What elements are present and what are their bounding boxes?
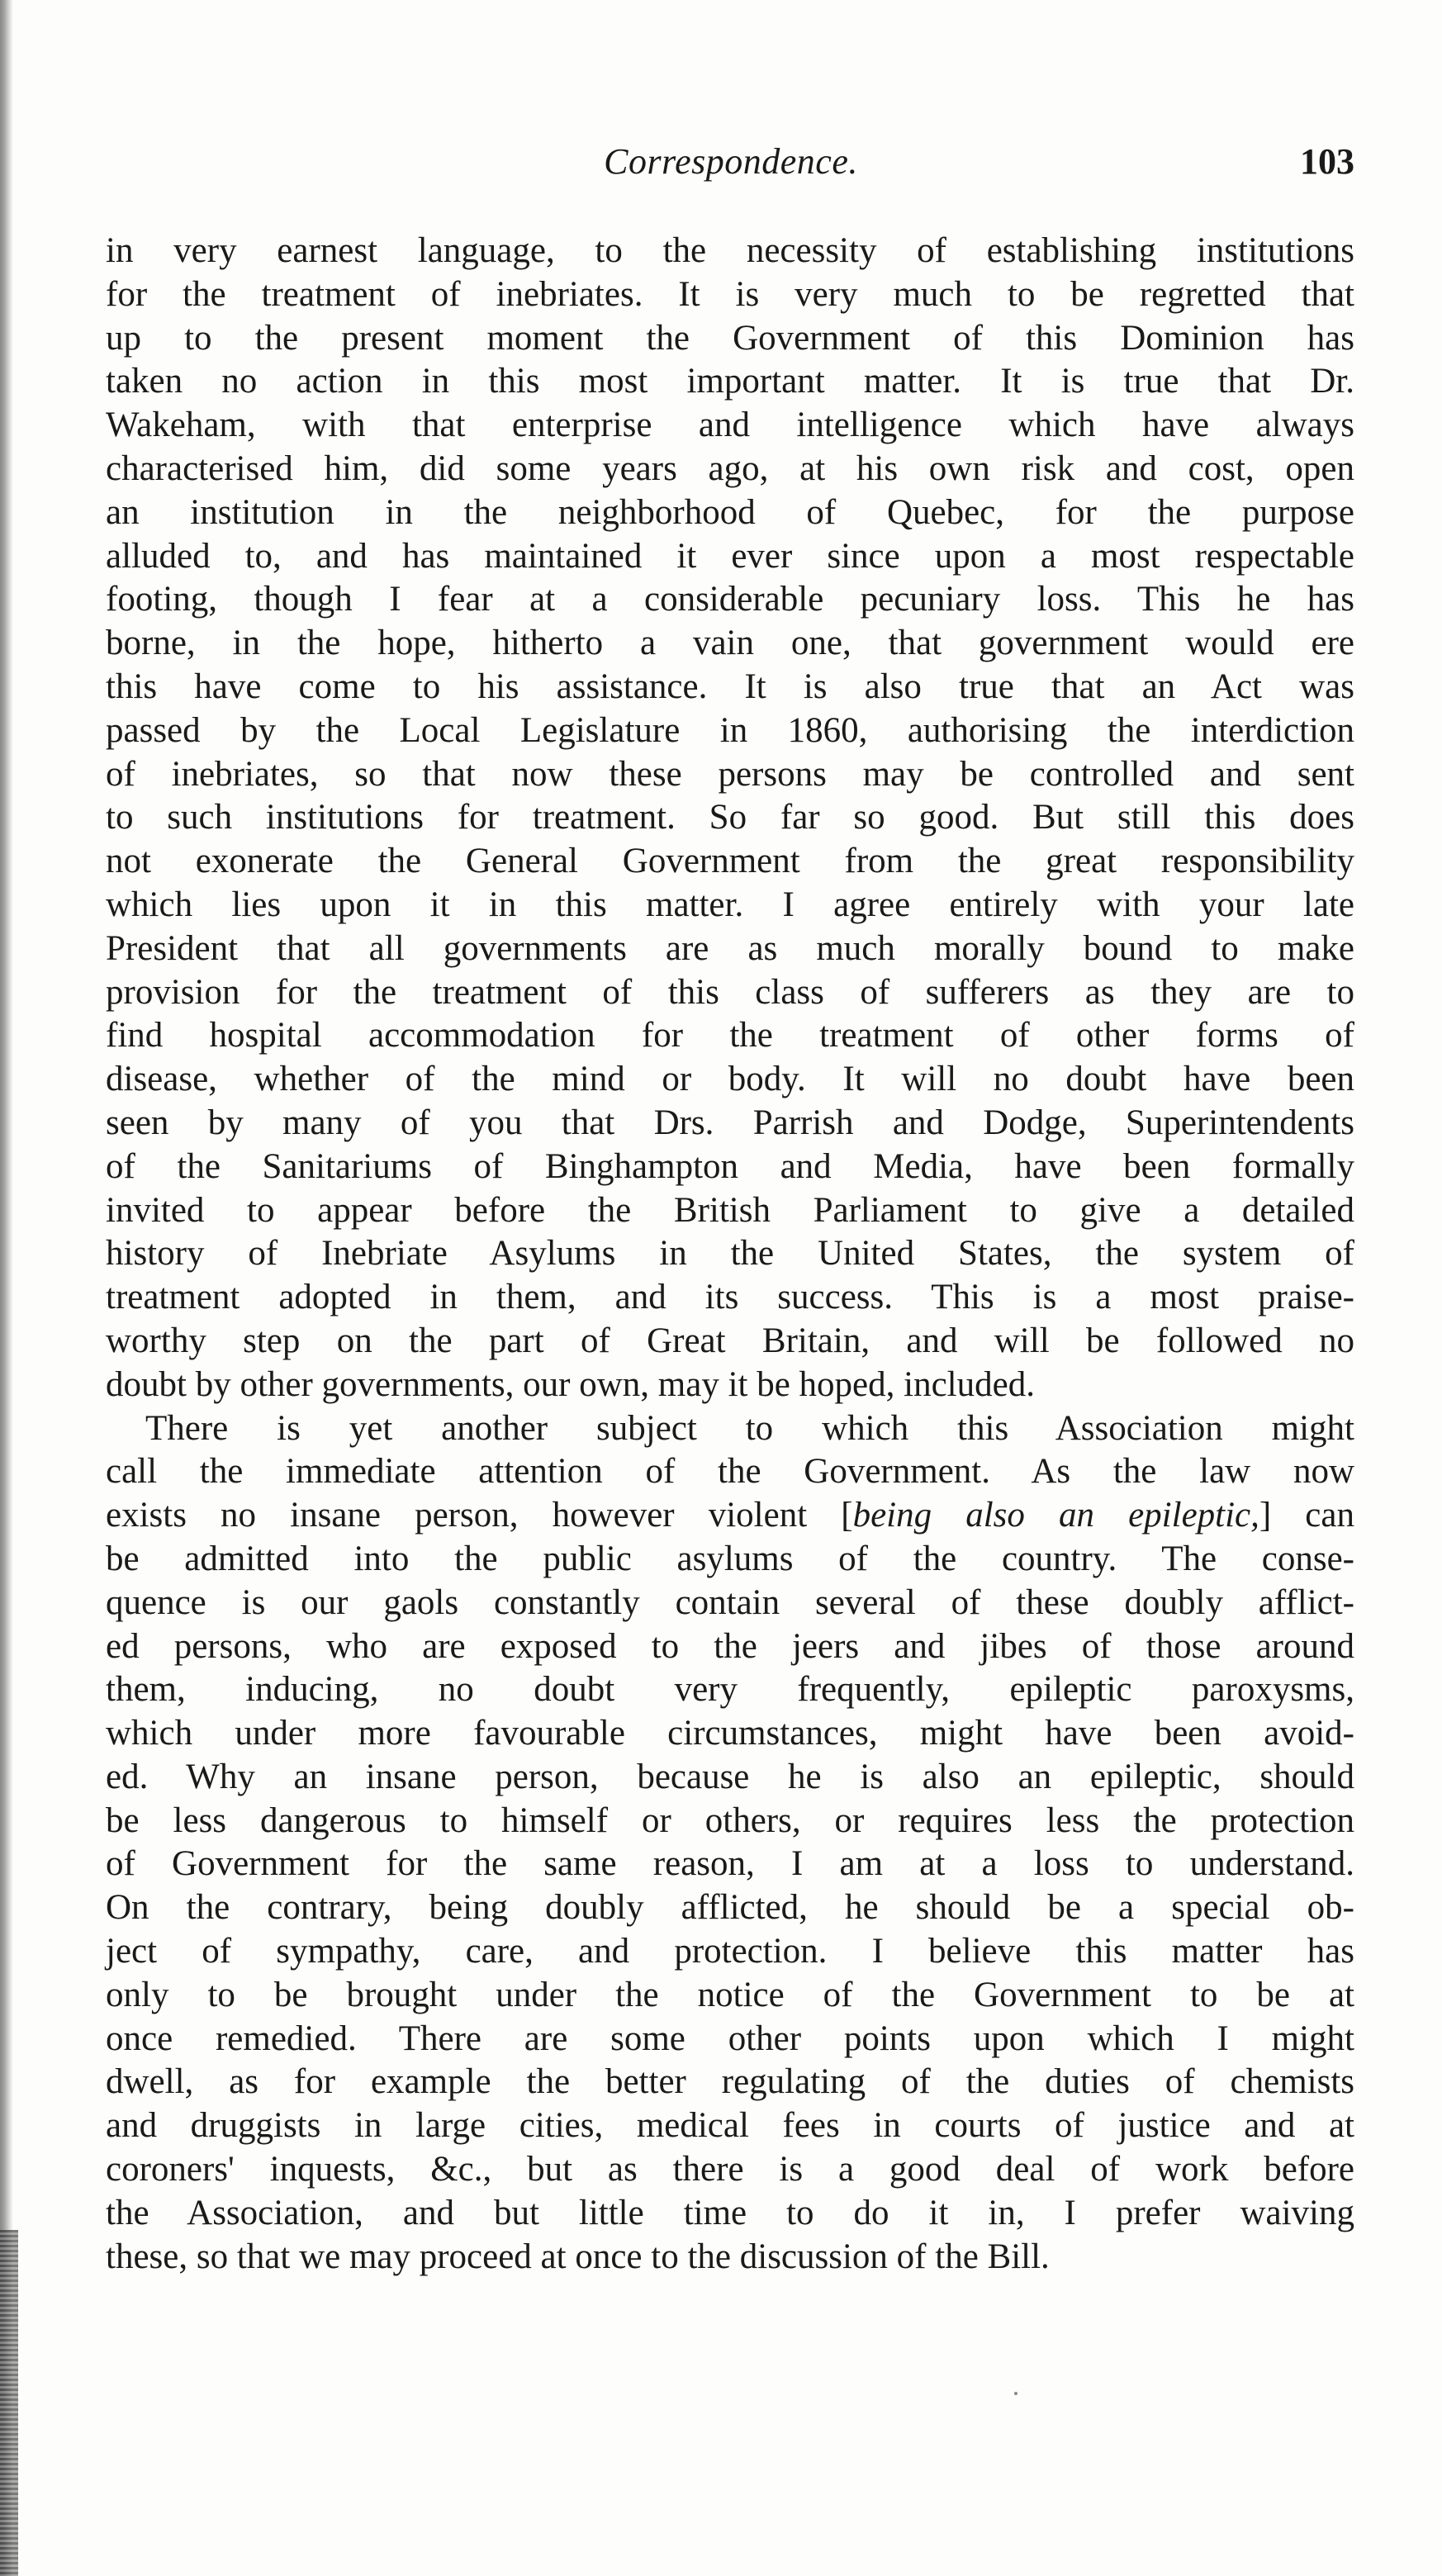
text-line: in very earnest language, to the necessity of establishing institutions <box>106 231 1354 270</box>
text-line: and druggists in large cities, medical fees in courts of justice and at <box>106 2106 1354 2146</box>
text-line: borne, in the hope, hitherto a vain one, that government would ere <box>106 624 1354 663</box>
text-line: find hospital accommodation for the treatment of other forms of <box>106 1016 1354 1056</box>
text-line: taken no action in this most important matter. It is true that Dr. <box>106 362 1354 401</box>
text-line-mixed <box>106 1494 1354 1538</box>
page-number: 103 <box>1300 141 1354 182</box>
text-line: once remedied. There are some other points upon which I might <box>106 2019 1354 2058</box>
text-line: for the treatment of inebriates. It is very much to be regretted that <box>106 274 1354 314</box>
text-line: not exonerate the General Government from the great responsibility <box>106 842 1354 881</box>
text-line: seen by many of you that Drs. Parrish and Dodge, Superintendents <box>106 1103 1354 1142</box>
text-line: an institution in the neighborhood of Quebec, for the purpose <box>106 492 1354 532</box>
text-line: worthy step on the part of Great Britain, and will be followed no <box>106 1321 1354 1360</box>
text-line: ed persons, who are exposed to the jeers and jibes of those around <box>106 1626 1354 1666</box>
text-line: quence is our gaols constantly contain several of these doubly afflict- <box>106 1582 1354 1622</box>
running-head <box>107 140 1354 190</box>
text-line: alluded to, and has maintained it ever since upon a most respectable <box>106 536 1354 576</box>
text-line: footing, though I fear at a considerable pecuniary loss. This he has <box>106 580 1354 619</box>
text-line: up to the present moment the Government of this Dominion has <box>106 318 1354 358</box>
text-line: disease, whether of the mind or body. It will no doubt have been <box>106 1060 1354 1099</box>
body-text <box>106 230 1354 2279</box>
paragraph-2 <box>106 1407 1354 2279</box>
text-line: which lies upon it in this matter. I agree entirely with your late <box>106 885 1354 924</box>
paragraph-1 <box>106 230 1354 1407</box>
text-line: There is yet another subject to which this Association might <box>145 1408 1354 1448</box>
text-line: be less dangerous to himself or others, or requires less the protection <box>106 1800 1354 1840</box>
text-line: ject of sympathy, care, and protection. I believe this matter has <box>106 1932 1354 1971</box>
text-line: dwell, as for example the better regulating of the duties of chemists <box>106 2062 1354 2102</box>
text-line: the Association, and but little time to do it in, I prefer waiving <box>106 2193 1354 2232</box>
text-line: provision for the treatment of this class of sufferers as they are to <box>106 972 1354 1012</box>
text-segment: ] can <box>1259 1496 1354 1535</box>
text-line: only to be brought under the notice of the Government to be at <box>106 1975 1354 2014</box>
text-segment: exists no insane person, however violent [ <box>106 1496 853 1535</box>
text-line: them, inducing, no doubt very frequently, epileptic paroxysms, <box>106 1670 1354 1710</box>
text-line: of Government for the same reason, I am at a loss to understand. <box>106 1844 1354 1884</box>
text-line: these, so that we may proceed at once to the discussion of the Bill. <box>106 2237 1050 2276</box>
text-line: of inebriates, so that now these persons may be controlled and sent <box>106 754 1354 794</box>
text-line: be admitted into the public asylums of the country. The conse- <box>106 1539 1354 1578</box>
text-line: history of Inebriate Asylums in the United States, the system of <box>106 1234 1354 1274</box>
text-line: ed. Why an insane person, because he is also an epileptic, should <box>106 1757 1354 1796</box>
page-edge-shadow <box>0 0 13 2576</box>
italic-phrase: being also an epileptic, <box>852 1496 1259 1535</box>
text-line: this have come to his assistance. It is also true that an Act was <box>106 667 1354 706</box>
text-line: President that all governments are as much morally bound to make <box>106 928 1354 968</box>
text-line: Wakeham, with that enterprise and intelligence which have always <box>106 406 1354 445</box>
text-line: On the contrary, being doubly afflicted, he should be a special ob- <box>106 1888 1354 1928</box>
text-line: coroners' inquests, &c., but as there is a good deal of work before <box>106 2150 1354 2189</box>
text-line: invited to appear before the British Parliament to give a detailed <box>106 1190 1354 1230</box>
text-line: treatment adopted in them, and its success. This is a most praise- <box>106 1278 1354 1317</box>
text-line: which under more favourable circumstances, might have been avoid- <box>106 1714 1354 1753</box>
running-title: Correspondence. <box>604 141 858 182</box>
page-edge-binding <box>0 2230 18 2576</box>
text-line: characterised him, did some years ago, at his own risk and cost, open <box>106 448 1354 488</box>
text-line: passed by the Local Legislature in 1860, authorising the interdiction <box>106 710 1354 750</box>
ink-speck <box>1014 2392 1017 2395</box>
text-line: doubt by other governments, our own, may it be hoped, included. <box>106 1364 1035 1404</box>
text-line: call the immediate attention of the Government. As the law now <box>106 1452 1354 1492</box>
text-line: to such institutions for treatment. So far so good. But still this does <box>106 798 1354 837</box>
text-line: of the Sanitariums of Binghampton and Media, have been formally <box>106 1146 1354 1186</box>
